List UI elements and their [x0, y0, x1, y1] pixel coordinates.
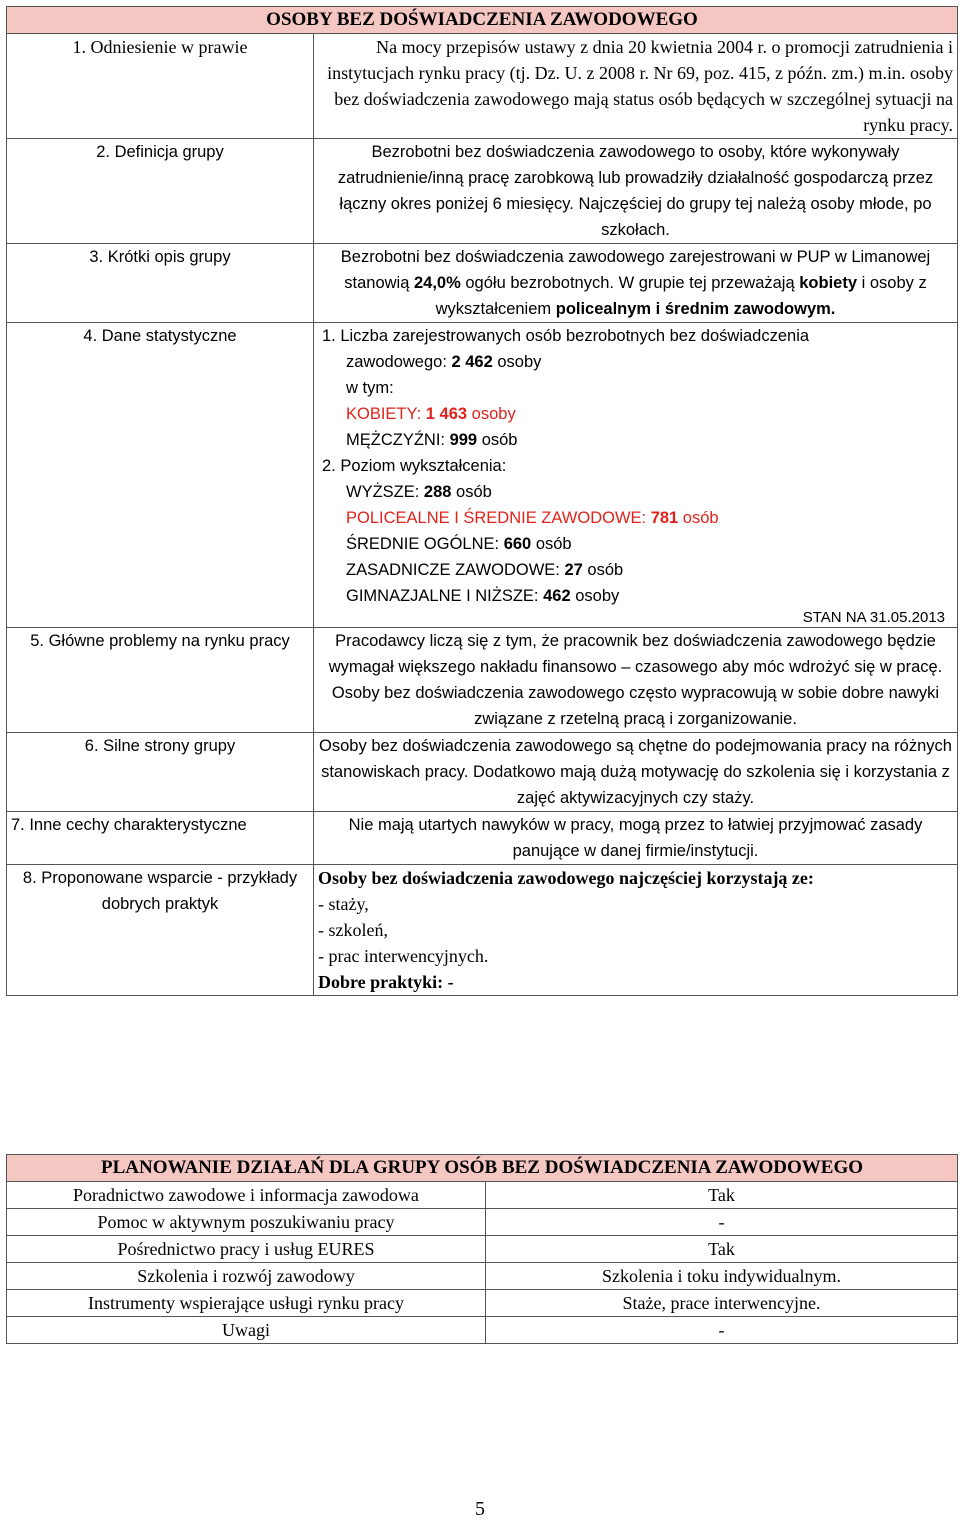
plan-value: - — [486, 1317, 958, 1344]
row-value: Bezrobotni bez doświadczenia zawodowego to osoby, które wykonywały zatrudnienie/inną pracę zarobkową lub prowadziły działalność gospodarczą przez łączny okres poniżej 6 miesięcy. Najczęściej do grupy tej należą osoby młode, po szkołach. — [314, 139, 958, 244]
row-value: Bezrobotni bez doświadczenia zawodowego zarejestrowani w PUP w Limanowej stanowią 24,0% ogółu bezrobotnych. W grupie tej przeważają kobiety i osoby z wykształceniem policealnym i średnim zawodowym. — [314, 244, 958, 323]
row-value: Nie mają utartych nawyków w pracy, mogą przez to łatwiej przyjmować zasady panujące w danej firmie/instytucji. — [314, 812, 958, 865]
stat-including: w tym: — [346, 379, 394, 397]
row-label: 8. Proponowane wsparcie - przykłady dobrych praktyk — [7, 865, 314, 996]
plan-item: Pomoc w aktywnym poszukiwaniu pracy — [7, 1209, 486, 1236]
row-label: 4. Dane statystyczne — [7, 323, 314, 628]
stat-date: STAN NA 31.05.2013 — [802, 609, 945, 626]
plan-value: Tak — [486, 1182, 958, 1209]
stat-lower-secondary: GIMNAZJALNE I NIŻSZE: 462 osoby — [346, 587, 620, 605]
page-number: 5 — [475, 1498, 485, 1520]
plan-value: - — [486, 1209, 958, 1236]
profile-title: OSOBY BEZ DOŚWIADCZENIA ZAWODOWEGO — [7, 7, 958, 34]
support-item: - szkoleń, — [318, 920, 388, 940]
row-label: 1. Odniesienie w prawie — [7, 34, 314, 139]
statistics-block — [314, 323, 958, 628]
planning-table — [6, 1154, 958, 1344]
stat-women: KOBIETY: 1 463 osoby — [346, 405, 516, 423]
stat-higher: WYŻSZE: 288 osób — [346, 483, 492, 501]
plan-item: Uwagi — [7, 1317, 486, 1344]
row-label: 5. Główne problemy na rynku pracy — [7, 628, 314, 733]
plan-value: Staże, prace interwencyjne. — [486, 1290, 958, 1317]
support-heading: Osoby bez doświadczenia zawodowego najczęściej korzystają ze: — [318, 868, 814, 888]
support-item: - staży, — [318, 894, 369, 914]
table-row — [7, 1182, 958, 1209]
row-short-description — [7, 244, 958, 323]
plan-item: Szkolenia i rozwój zawodowy — [7, 1263, 486, 1290]
good-practices: Dobre praktyki: - — [318, 972, 454, 992]
row-label: 3. Krótki opis grupy — [7, 244, 314, 323]
stat-men: MĘŻCZYŹNI: 999 osób — [346, 431, 518, 449]
plan-value: Szkolenia i toku indywidualnym. — [486, 1263, 958, 1290]
stat-general-secondary: ŚREDNIE OGÓLNE: 660 osób — [346, 535, 572, 553]
stat-education-heading: 2. Poziom wykształcenia: — [322, 457, 507, 475]
stat-total: zawodowego: 2 462 osoby — [346, 353, 542, 371]
row-value: Osoby bez doświadczenia zawodowego są chętne do podejmowania pracy na różnych stanowiskach pracy. Dodatkowo mają dużą motywację do szkolenia się i korzystania z zajęć aktywizacyjnych czy staży. — [314, 733, 958, 812]
group-profile-table — [6, 6, 958, 996]
support-item: - prac interwencyjnych. — [318, 946, 489, 966]
row-legal-basis — [7, 34, 958, 139]
plan-item: Poradnictwo zawodowe i informacja zawodowa — [7, 1182, 486, 1209]
table-row — [7, 1209, 958, 1236]
row-main-problems — [7, 628, 958, 733]
stat-postsecondary: POLICEALNE I ŚREDNIE ZAWODOWE: 781 osób — [346, 509, 719, 527]
table-row — [7, 1290, 958, 1317]
stat-vocational: ZASADNICZE ZAWODOWE: 27 osób — [346, 561, 624, 579]
table-row — [7, 1263, 958, 1290]
row-proposed-support — [7, 865, 958, 996]
row-strengths — [7, 733, 958, 812]
row-value: Na mocy przepisów ustawy z dnia 20 kwietnia 2004 r. o promocji zatrudnienia i instytucjach rynku pracy (tj. Dz. U. z 2008 r. Nr 69, poz. 415, z późn. zm.) m.in. osoby bez doświadczenia zawodowego mają status osób będących w szczególnej sytuacji na rynku pracy. — [314, 34, 958, 139]
table-row — [7, 1317, 958, 1344]
row-label: 2. Definicja grupy — [7, 139, 314, 244]
plan-item: Pośrednictwo pracy i usług EURES — [7, 1236, 486, 1263]
plan-value: Tak — [486, 1236, 958, 1263]
row-label: 6. Silne strony grupy — [7, 733, 314, 812]
stat-total-line1: 1. Liczba zarejestrowanych osób bezrobotnych bez doświadczenia — [322, 327, 810, 345]
row-value: Pracodawcy liczą się z tym, że pracownik bez doświadczenia zawodowego będzie wymagał większego nakładu finansowo – czasowego aby móc wdrożyć się w pracę. Osoby bez doświadczenia zawodowego często wypracowują w sobie dobre nawyki związane z rzetelną pracą i zorganizowanie. — [314, 628, 958, 733]
plan-item: Instrumenty wspierające usługi rynku pracy — [7, 1290, 486, 1317]
row-group-definition — [7, 139, 958, 244]
row-label: 7. Inne cechy charakterystyczne — [7, 812, 314, 865]
support-block — [314, 865, 958, 996]
row-other-traits — [7, 812, 958, 865]
table-row — [7, 1236, 958, 1263]
row-statistics — [7, 323, 958, 628]
planning-title: PLANOWANIE DZIAŁAŃ DLA GRUPY OSÓB BEZ DOŚWIADCZENIA ZAWODOWEGO — [7, 1155, 958, 1182]
